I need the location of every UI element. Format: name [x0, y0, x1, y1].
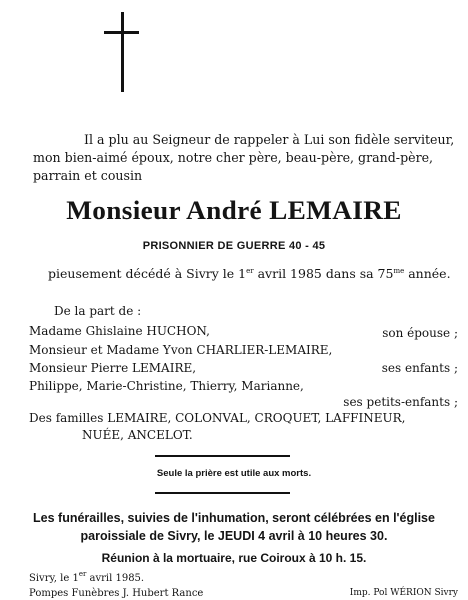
- prayer-line: Seule la prière est utile aux morts.: [156, 468, 312, 479]
- divider-top: [155, 455, 290, 457]
- meeting-line: Réunion à la mortuaire, rue Coiroux à 10 h. 15.: [101, 551, 367, 565]
- deceased-line: [48, 266, 451, 281]
- deceased-sup-1: er: [246, 267, 254, 275]
- footer-left: Pompes Funèbres J. Hubert Rance: [29, 588, 204, 599]
- intro-line-3: parrain et cousin: [33, 168, 143, 183]
- family-line-7: NUÉE, ANCELOT.: [82, 428, 193, 442]
- intro-line-2: mon bien-aimé époux, notre cher père, beau-père, grand-père,: [33, 150, 434, 165]
- date-text-2: avril 1985.: [86, 573, 145, 584]
- family-role-3: ses enfants ;: [381, 361, 458, 375]
- cross-horizontal-bar: [104, 31, 139, 34]
- family-role-1: son épouse ;: [382, 326, 458, 340]
- from-label: De la part de :: [54, 304, 142, 318]
- funeral-line-1: Les funérailles, suivies de l'inhumation, seront célébrées en l'église: [33, 511, 435, 525]
- subtitle-pow: PRISONNIER DE GUERRE 40 - 45: [142, 240, 326, 252]
- family-line-3: Monsieur Pierre LEMAIRE,: [29, 361, 197, 375]
- funeral-line-2: paroissiale de Sivry, le JEUDI 4 avril à 10 heures 30.: [80, 529, 388, 543]
- family-line-4: Philippe, Marie-Christine, Thierry, Marianne,: [29, 379, 304, 393]
- cross-vertical-bar: [121, 12, 124, 92]
- family-line-1: Madame Ghislaine HUCHON,: [29, 324, 210, 338]
- divider-bottom: [155, 492, 290, 494]
- deceased-sup-2: me: [393, 267, 405, 275]
- footer-right: Imp. Pol WÉRION Sivry: [349, 588, 458, 598]
- deceased-text-3: année.: [404, 266, 451, 281]
- family-line-2: Monsieur et Madame Yvon CHARLIER-LEMAIRE,: [29, 343, 333, 357]
- deceased-name: Monsieur André LEMAIRE: [66, 196, 402, 225]
- deceased-text-2: avril 1985 dans sa 75: [253, 266, 394, 281]
- date-text-1: Sivry, le 1: [29, 573, 79, 584]
- date-sup: er: [78, 570, 87, 578]
- deceased-text-1: pieusement décédé à Sivry le 1: [48, 266, 247, 281]
- family-line-6: Des familles LEMAIRE, COLONVAL, CROQUET, LAFFINEUR,: [29, 411, 406, 425]
- intro-line-1: Il a plu au Seigneur de rappeler à Lui son fidèle serviteur,: [84, 132, 455, 147]
- date-line: [29, 570, 144, 584]
- family-role-5: ses petits-enfants ;: [343, 395, 458, 409]
